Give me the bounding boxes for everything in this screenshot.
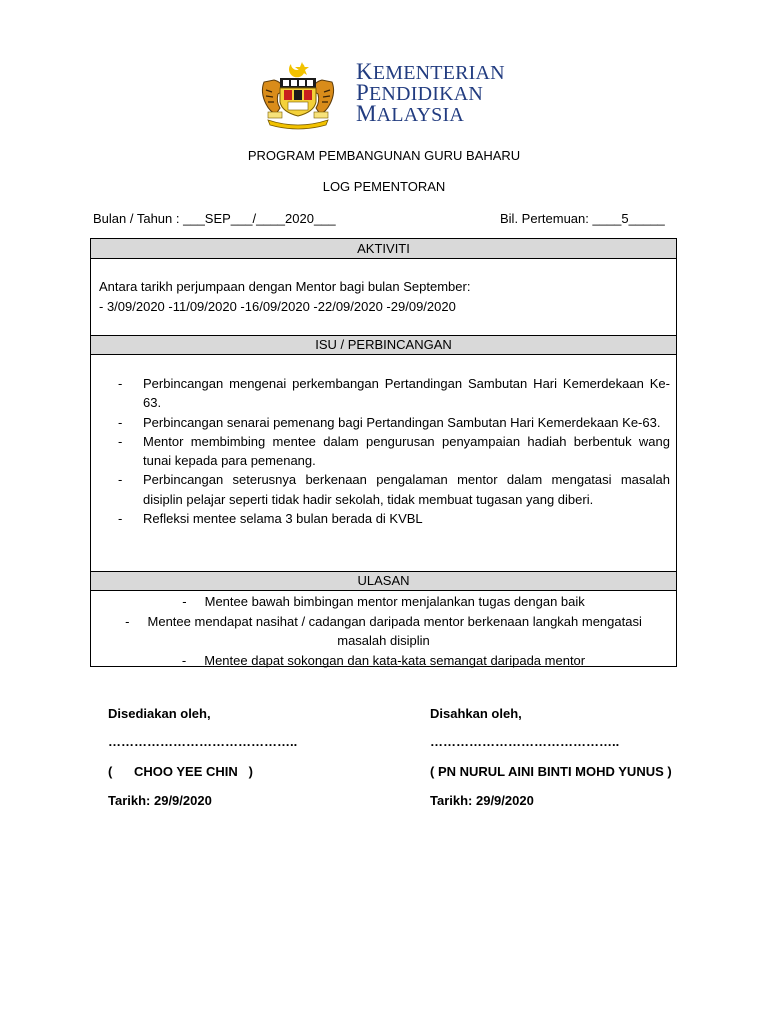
list-item: - Perbincangan mengenai perkembangan Pertandingan Sambutan Hari Kemerdekaan Ke-63.	[118, 376, 670, 411]
brand-line-1: KEMENTERIAN	[356, 59, 505, 84]
list-item: - Perbincangan senarai pemenang bagi Pertandingan Sambutan Hari Kemerdekaan Ke-63.	[118, 414, 661, 430]
ulasan-line: - Mentee bawah bimbingan mentor menjalankan tugas dengan baik	[182, 594, 585, 609]
mentoring-log-table	[90, 238, 677, 667]
aktiviti-header: AKTIVITI	[91, 239, 676, 259]
verified-by-date: Tarikh: 29/9/2020	[430, 793, 534, 808]
bulan-tahun-field: Bulan / Tahun : ___SEP___/____2020___	[93, 211, 336, 226]
verified-by-name: ( PN NURUL AINI BINTI MOHD YUNUS )	[430, 764, 672, 779]
program-title: PROGRAM PEMBANGUNAN GURU BAHARU	[247, 148, 521, 163]
list-item: - Mentor membimbing mentee dalam pengurusan penyampaian hadiah berbentuk wang tunai kepada para pemenang.	[118, 433, 670, 469]
list-item: - Perbincangan seterusnya berkenaan pengalaman mentor dalam mengatasi masalah disiplin pelajar seperti tidak hadir sekolah, tidak membuat tugasan yang diberi.	[118, 472, 670, 507]
isu-list	[91, 374, 676, 528]
aktiviti-line-1: Antara tarikh perjumpaan dengan Mentor bagi bulan September:	[99, 279, 471, 294]
prepared-by-date: Tarikh: 29/9/2020	[108, 793, 212, 808]
ulasan-line: - Mentee mendapat nasihat / cadangan daripada mentor berkenaan langkah mengatasi	[125, 613, 642, 629]
aktiviti-dates: - 3/09/2020 -11/09/2020 -16/09/2020 -22/09/2020 -29/09/2020	[99, 299, 456, 314]
ulasan-header: ULASAN	[91, 571, 676, 591]
brand-line-3: MALAYSIA	[356, 101, 464, 126]
isu-header: ISU / PERBINCANGAN	[91, 335, 676, 355]
prepared-by-label: Disediakan oleh,	[108, 706, 211, 721]
ministry-logotype	[356, 59, 546, 126]
ulasan-line: masalah disiplin	[337, 633, 430, 648]
log-title: LOG PEMENTORAN	[322, 179, 446, 194]
brand-line-2: PENDIDIKAN	[356, 80, 483, 105]
prepared-by-signature-line: ……………………………………..	[108, 734, 298, 749]
isu-content	[91, 374, 676, 528]
prepared-by-name: ( CHOO YEE CHIN )	[108, 764, 253, 779]
bil-pertemuan-field: Bil. Pertemuan: ____5_____	[500, 211, 665, 226]
list-item: - Refleksi mentee selama 3 bulan berada di KVBL	[118, 511, 423, 527]
ulasan-content	[91, 592, 676, 670]
ulasan-line: - Mentee dapat sokongan dan kata-kata semangat daripada mentor	[181, 652, 586, 668]
verified-by-label: Disahkan oleh,	[430, 706, 522, 721]
coat-of-arms-icon	[258, 60, 338, 130]
verified-by-signature-line: ……………………………………..	[430, 734, 620, 749]
aktiviti-content	[91, 277, 676, 317]
